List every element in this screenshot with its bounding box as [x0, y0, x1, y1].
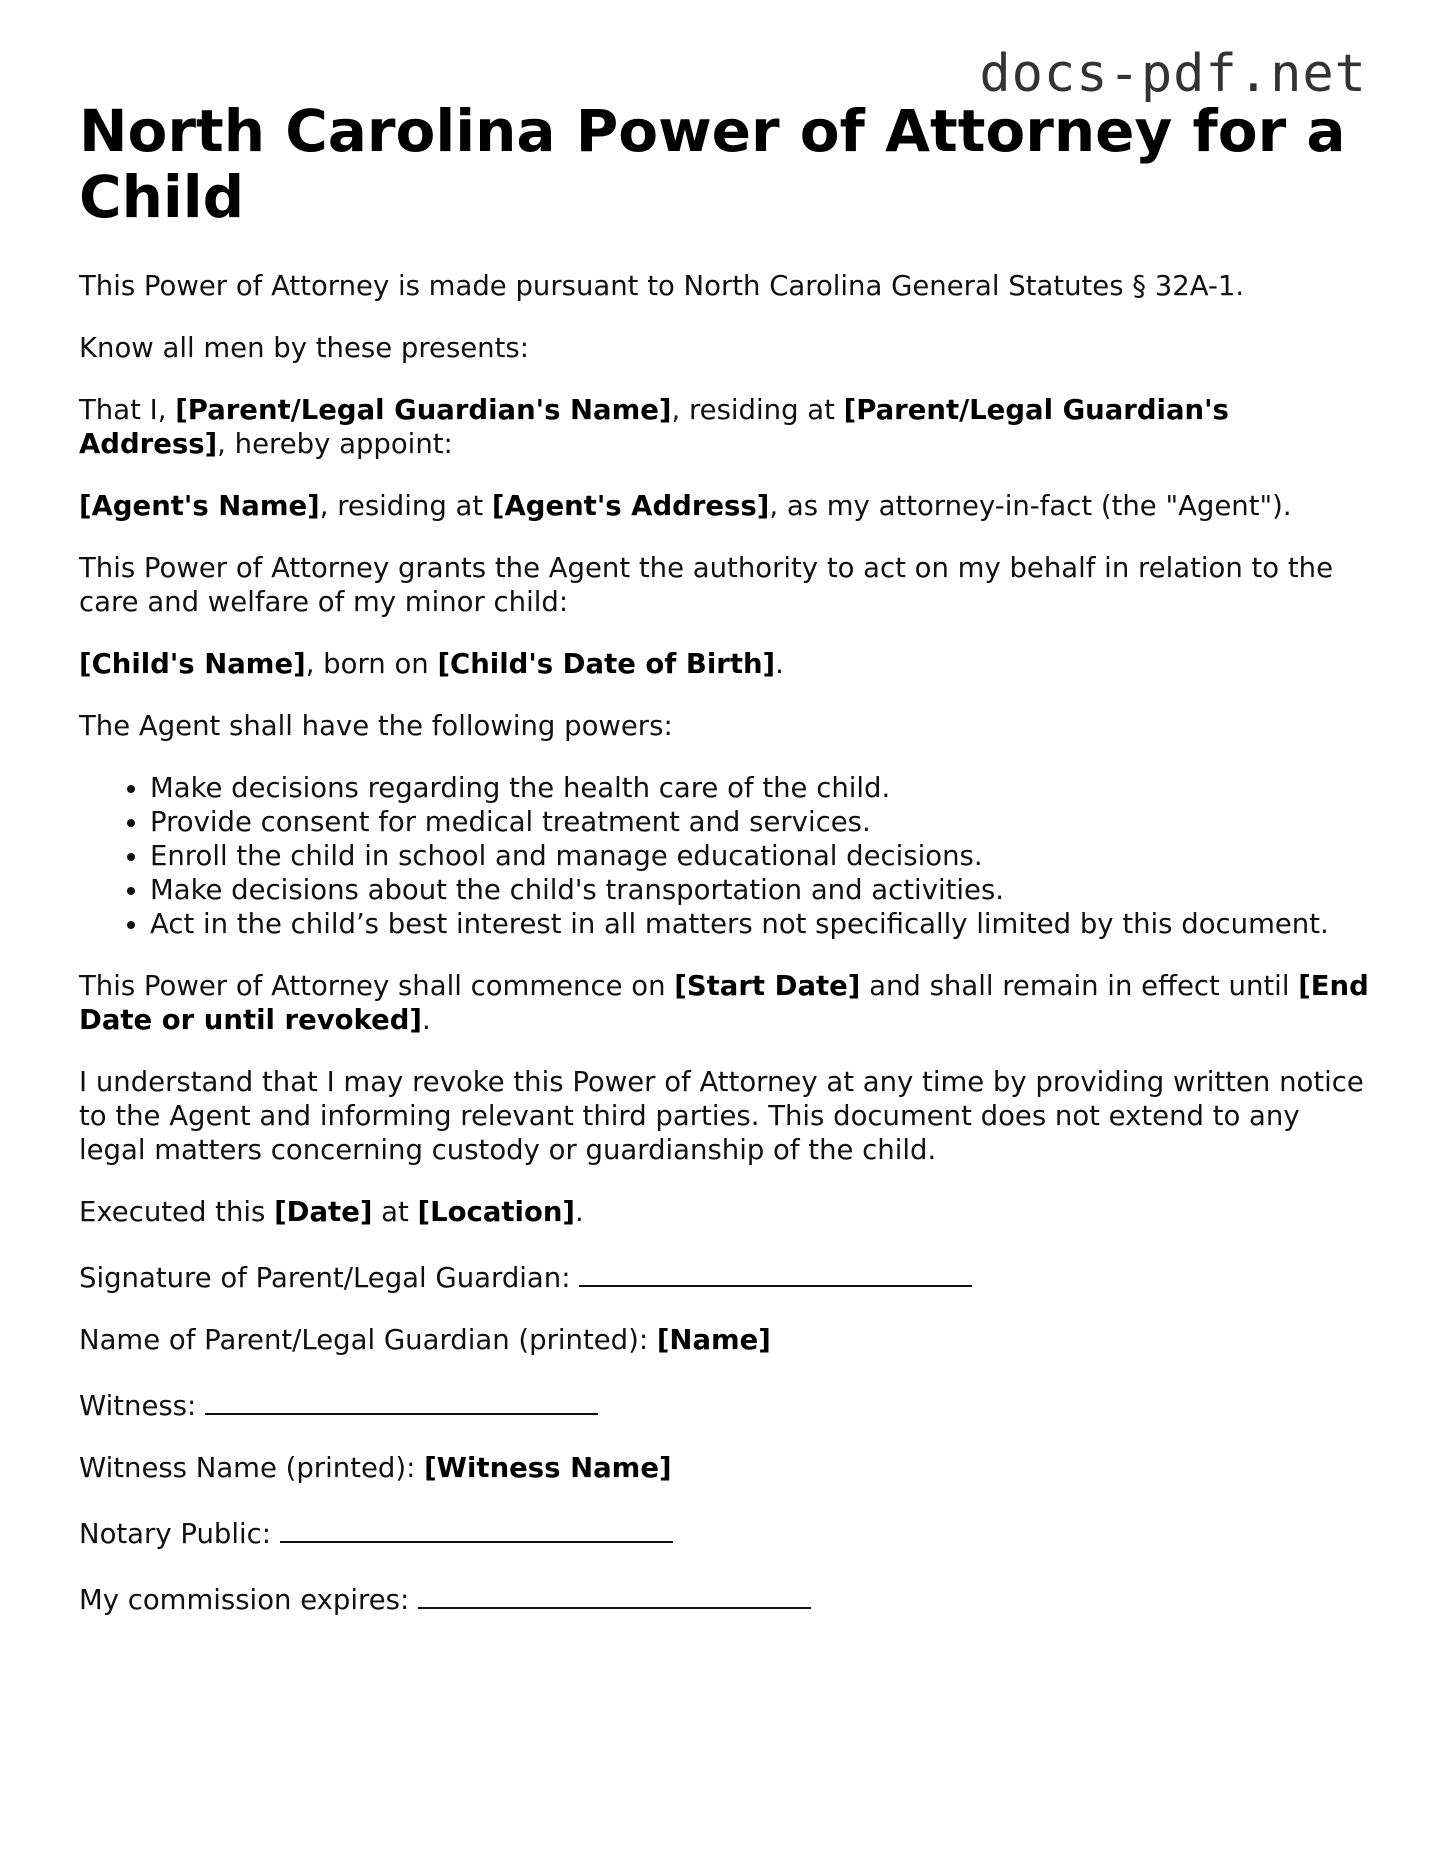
witness-line — [79, 1385, 1369, 1423]
executed-text-2: at — [372, 1196, 418, 1228]
witness-name-label: Witness Name (printed): — [79, 1452, 425, 1484]
parent-address-placeholder: [Parent/Legal Guardian's Address] — [79, 394, 1229, 460]
list-item: • Enroll the child in school and manage educational decisions. — [150, 839, 1369, 873]
parent-name-placeholder: [Parent/Legal Guardian's Name] — [175, 394, 672, 426]
executed-text-3: . — [575, 1196, 584, 1228]
list-item: • Provide consent for medical treatment and services. — [150, 805, 1369, 839]
agent-text-1: , residing at — [319, 490, 492, 522]
list-item: • Act in the child’s best interest in all matters not specifically limited by this document. — [150, 907, 1369, 941]
grant-paragraph: This Power of Attorney grants the Agent the authority to act on my behalf in relation to the care and welfare of my minor child: — [79, 552, 1334, 618]
agent-name-placeholder: [Agent's Name] — [79, 490, 320, 522]
document-title: North Carolina Power of Attorney for a Child — [79, 97, 1346, 231]
witness-blank[interactable] — [205, 1385, 598, 1415]
list-item: • Make decisions regarding the health care of the child. — [150, 771, 1369, 805]
executed-location-placeholder: [Location] — [417, 1196, 576, 1228]
commission-blank[interactable] — [418, 1579, 811, 1609]
signature-blank[interactable] — [579, 1257, 972, 1287]
document-page — [79, 98, 1369, 1645]
commission-line — [79, 1579, 1369, 1617]
notary-label: Notary Public: — [79, 1518, 280, 1550]
agent-address-placeholder: [Agent's Address] — [491, 490, 770, 522]
witness-name-placeholder: [Witness Name] — [424, 1452, 672, 1484]
child-dob-placeholder: [Child's Date of Birth] — [437, 648, 776, 680]
revoke-paragraph: I understand that I may revoke this Power of Attorney at any time by providing written notice to the Agent and informing relevant third parties. This document does not extend to any legal matters concerning custody or guardianship of the child. — [79, 1066, 1364, 1166]
executed-paragraph — [79, 1195, 1369, 1229]
printed-name-line — [79, 1323, 1369, 1357]
start-date-placeholder: [Start Date] — [674, 970, 861, 1002]
powers-list — [79, 771, 1369, 941]
agent-text-2: , as my attorney-in-fact (the "Agent"). — [769, 490, 1292, 522]
term-text-3: . — [422, 1004, 431, 1036]
appointment-text-2: , residing at — [671, 394, 844, 426]
witness-name-line — [79, 1451, 1369, 1485]
signature-line — [79, 1257, 1369, 1295]
appointment-paragraph — [79, 393, 1369, 461]
term-paragraph — [79, 969, 1369, 1037]
intro-paragraph: This Power of Attorney is made pursuant to North Carolina General Statutes § 32A-1. — [79, 270, 1245, 302]
child-paragraph — [79, 647, 1369, 681]
executed-text-1: Executed this — [79, 1196, 275, 1228]
end-date-placeholder: [End Date or until revoked] — [79, 970, 1369, 1036]
list-item: • Make decisions about the child's transportation and activities. — [150, 873, 1369, 907]
child-text-2: . — [775, 648, 784, 680]
witness-label: Witness: — [79, 1390, 206, 1422]
agent-paragraph — [79, 489, 1369, 523]
child-text-1: , born on — [305, 648, 438, 680]
appointment-text-1: That I, — [79, 394, 176, 426]
signature-label: Signature of Parent/Legal Guardian: — [79, 1262, 580, 1294]
commission-label: My commission expires: — [79, 1584, 418, 1616]
executed-date-placeholder: [Date] — [274, 1196, 373, 1228]
know-all-paragraph: Know all men by these presents: — [79, 332, 529, 364]
term-text-2: and shall remain in effect until — [860, 970, 1299, 1002]
watermark: docs-pdf.net — [979, 44, 1367, 104]
notary-line — [79, 1513, 1369, 1551]
powers-intro-paragraph: The Agent shall have the following powers: — [79, 710, 673, 742]
printed-name-placeholder: [Name] — [656, 1324, 771, 1356]
appointment-text-3: , hereby appoint: — [217, 428, 453, 460]
child-name-placeholder: [Child's Name] — [79, 648, 306, 680]
term-text-1: This Power of Attorney shall commence on — [79, 970, 675, 1002]
printed-name-label: Name of Parent/Legal Guardian (printed): — [79, 1324, 657, 1356]
notary-blank[interactable] — [280, 1513, 673, 1543]
